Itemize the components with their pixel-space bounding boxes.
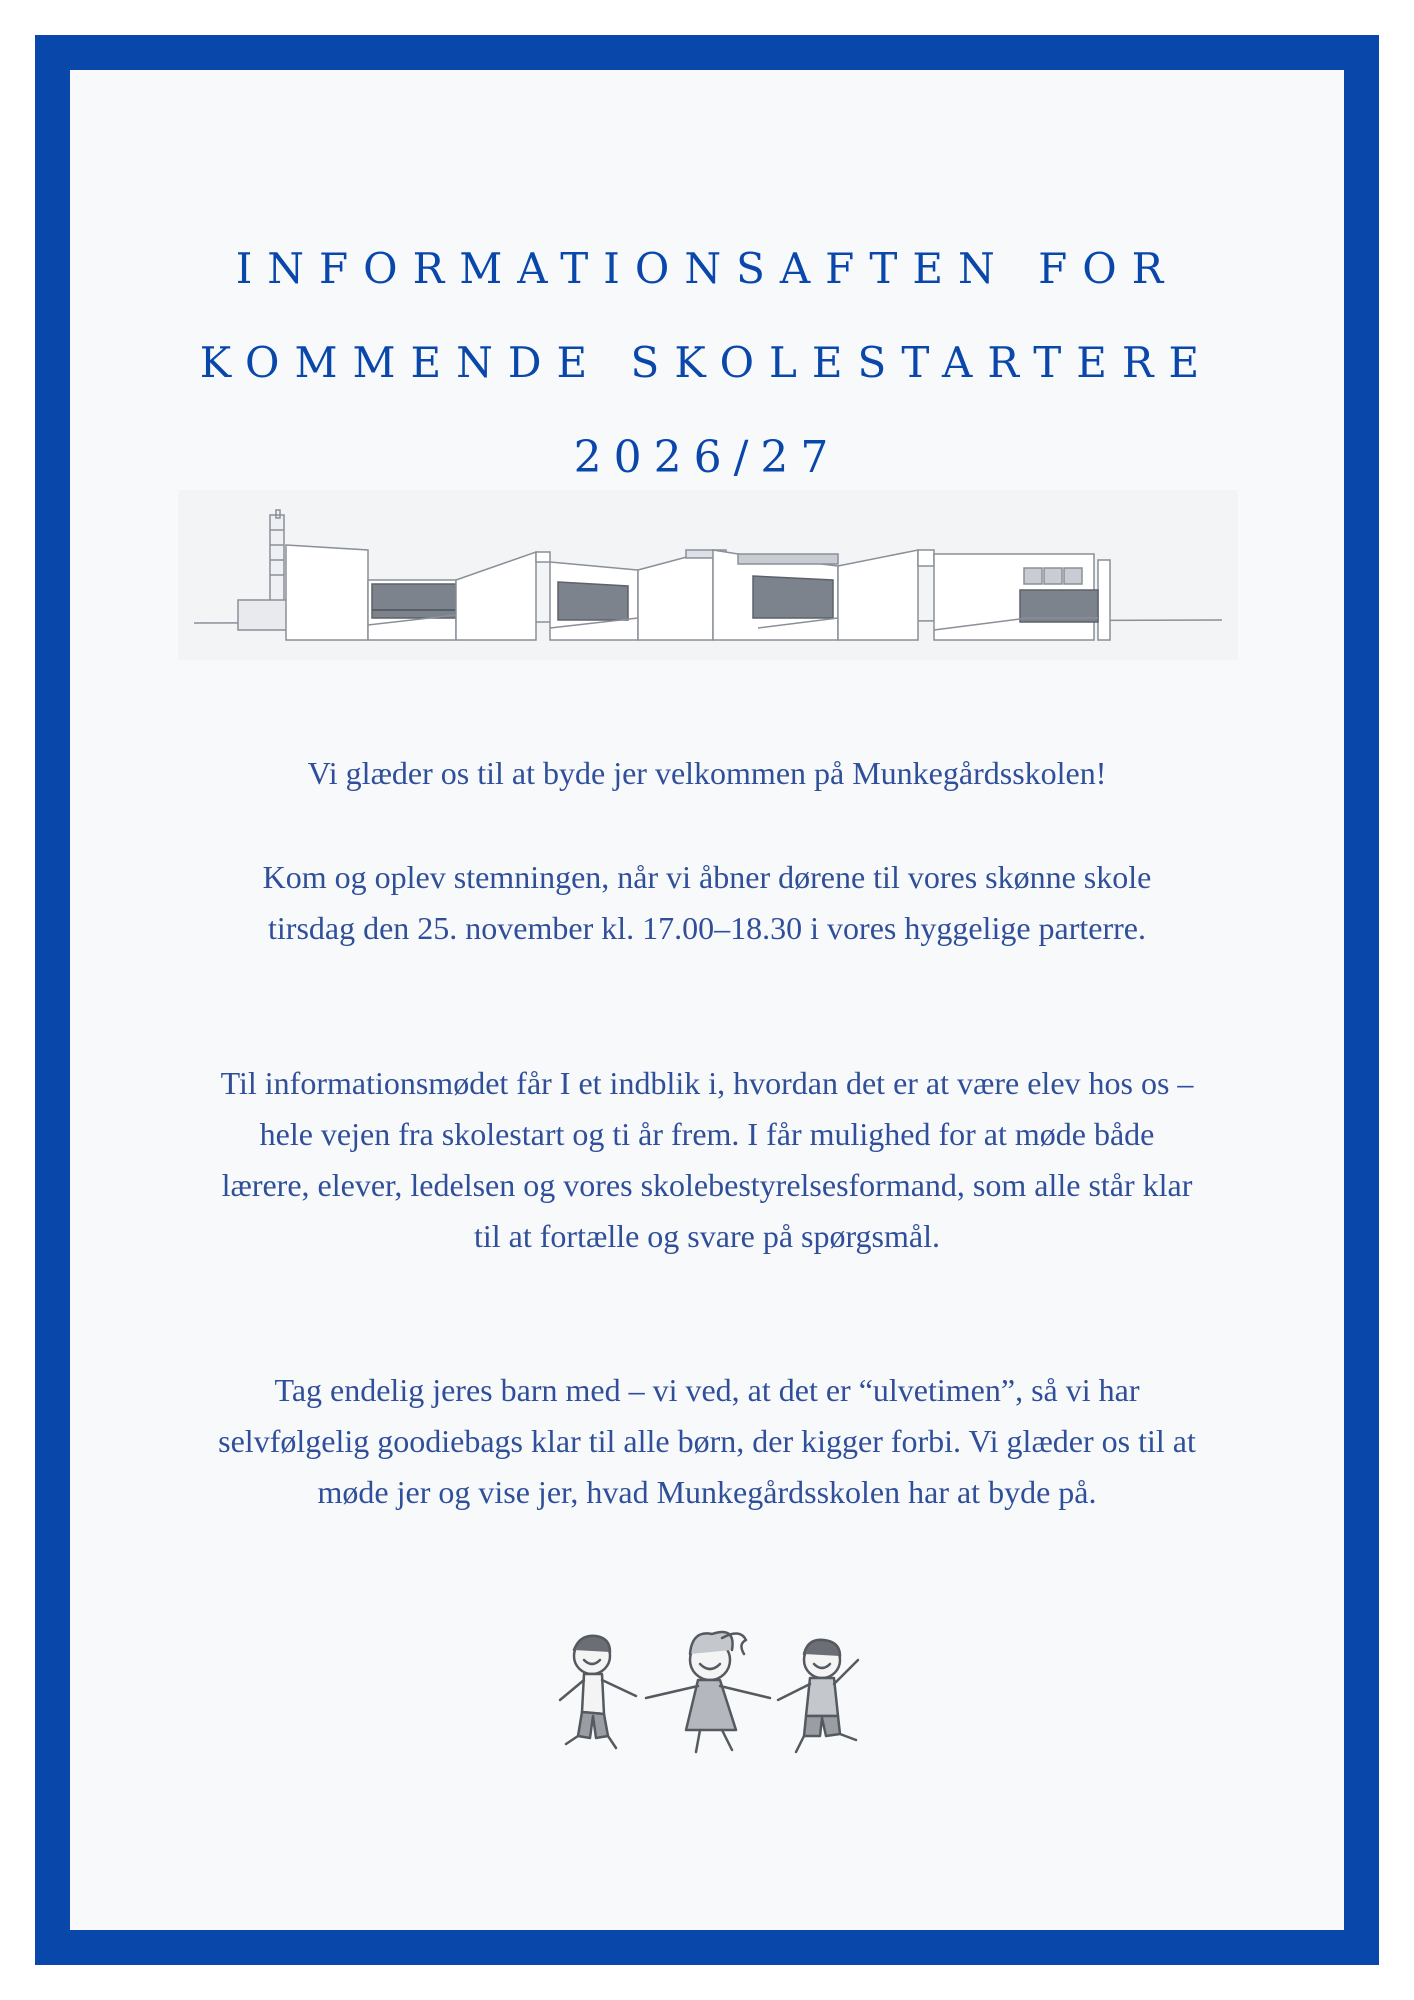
meeting-info-paragraph: Til informationsmødet får I et indblik i, hvordan det er at være elev hos os – hele vejen fra skolestart og ti år frem. I får mulighed for at møde både lærere, elever, ledelsen og vores skolebestyrelsesformand, som alle står klar til at fortælle og svare på spørgsmål. <box>220 1065 1194 1254</box>
children-illustration <box>540 1620 880 1770</box>
school-building-illustration <box>178 490 1238 660</box>
children-invite-paragraph: Tag endelig jeres barn med – vi ved, at det er “ulvetimen”, så vi har selvfølgelig goodiebags klar til alle børn, der kigger forbi. Vi glæder os til at møde jer og vise jer, hvad Munkegårdsskolen har at byde på. <box>218 1372 1196 1510</box>
welcome-paragraph: Vi glæder os til at byde jer velkommen på Munkegårdsskolen! <box>307 755 1107 791</box>
title-line-2: KOMMENDE SKOLESTARTERE <box>199 338 1215 387</box>
title-line-1: INFORMATIONSAFTEN FOR <box>235 244 1179 293</box>
school-year: 2026/27 <box>573 432 841 483</box>
event-details-paragraph: Kom og oplev stemningen, når vi åbner dørene til vores skønne skole tirsdag den 25. november kl. 17.00–18.30 i vores hyggelige parterre. <box>262 859 1152 946</box>
